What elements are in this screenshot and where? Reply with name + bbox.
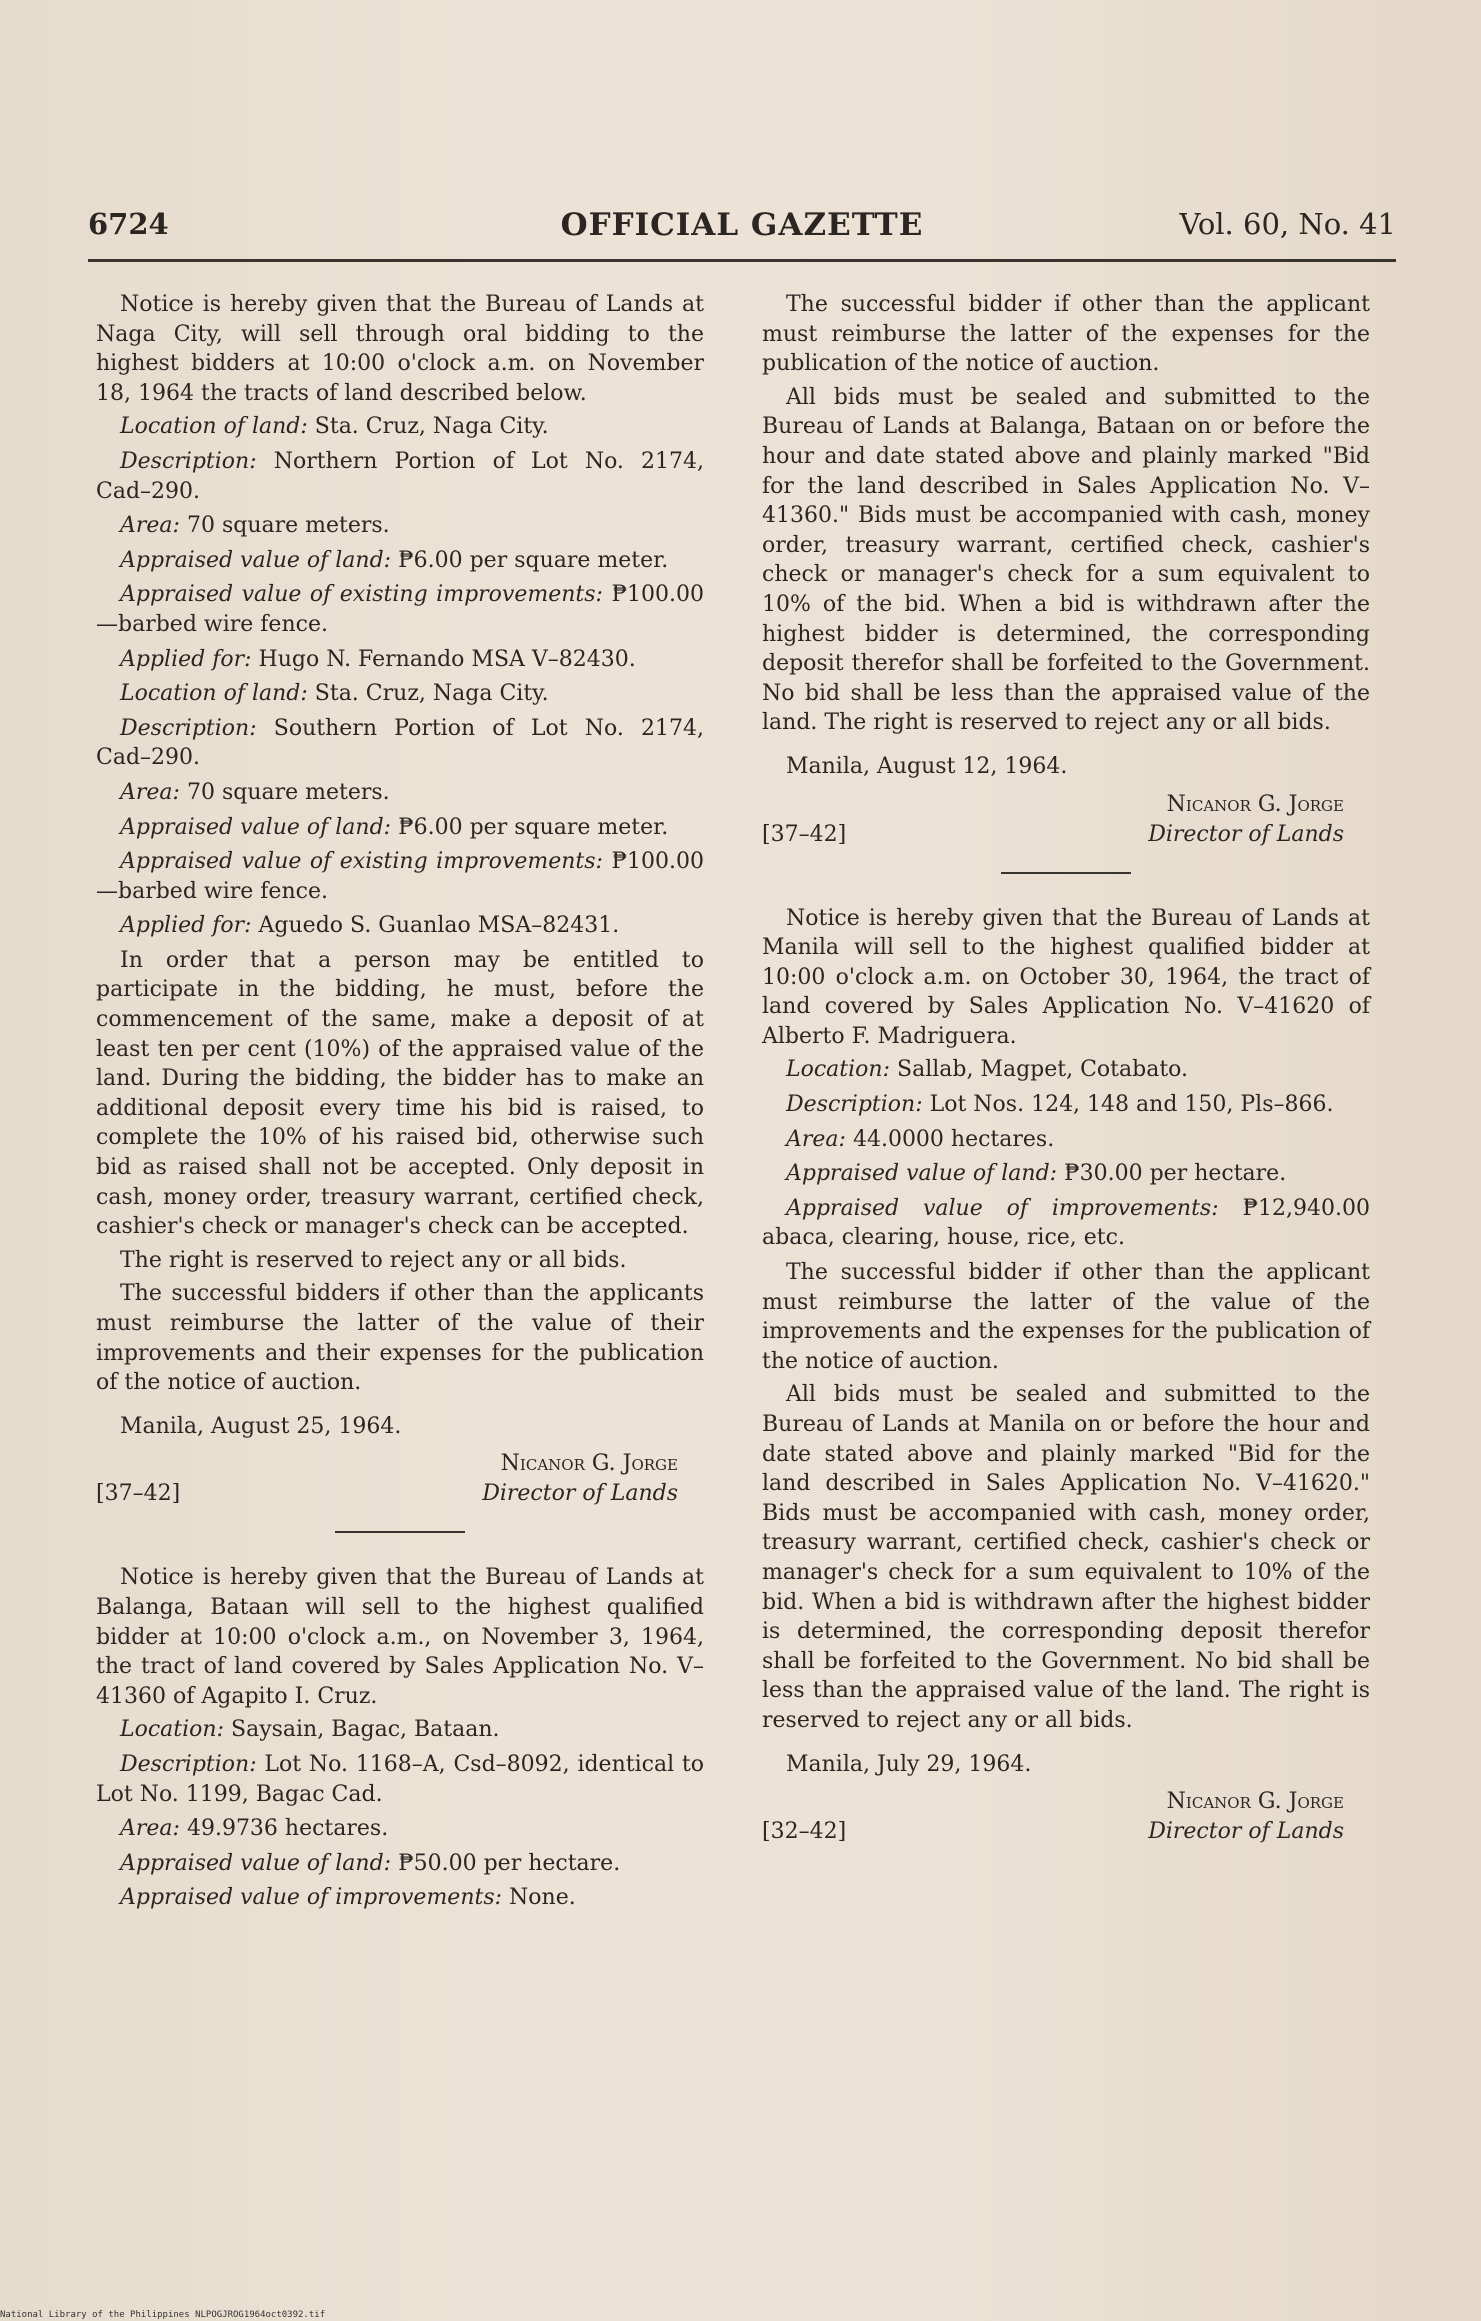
signer-name: Nicanor G. Jorge (500, 1451, 678, 1477)
deposit-paragraph: In order that a person may be entitled to participate in the bidding, he must, before the commencement of the same, make a deposit of at least ten per cent (10%) of the appraised value of the land. During the bidding, the bidder has to make an additional deposit every time his bid is raised, to complete the 10% of his raised bid, otherwise such bid as raised shall not be accepted. Only deposit in cash, money order, treasury warrant, certified check, cashier's check or manager's check can be accepted. (96, 947, 704, 1240)
signer-name: Nicanor G. Jorge (1166, 1789, 1344, 1815)
notice-divider (335, 1531, 465, 1533)
land-value: Appraised value of land: ₱6.00 per square meter. (120, 814, 669, 840)
land-location: Location of land: Sta. Cruz, Naga City. (120, 681, 549, 707)
reimburse-paragraph: The successful bidder if other than the applicant must reimburse the latter of the expenses for the publication of the notice of auction. (762, 292, 1370, 377)
improvements-value: Appraised value of improvements: None. (120, 1885, 576, 1911)
land-description: Description: Northern Portion of Lot No. 2174, Cad–290. (96, 448, 704, 504)
scan-footer: National Library of the Philippines NLPOGJROG1964oct0392.tif (0, 2310, 326, 2320)
land-description: Description: Lot No. 1168–A, Csd–8092, identical to Lot No. 1199, Bagac Cad. (96, 1751, 704, 1807)
notice-intro: Notice is hereby given that the Bureau of Lands at Naga City, will sell through oral bidding to the highest bidders at 10:00 o'clock a.m. on November 18, 1964 the tracts of land described below. (96, 292, 704, 406)
notice-date: Manila, August 25, 1964. (120, 1413, 402, 1439)
issue-reference: [37–42] (96, 1481, 181, 1507)
land-value: Appraised value of land: ₱50.00 per hectare. (120, 1850, 621, 1876)
bids-paragraph: All bids must be sealed and submitted to the Bureau of Lands at Manila on or before the hour and date stated above and plainly marked "Bid for the land described in Sales Application No. V–41620." Bids must be accompanied with cash, money order, treasury warrant, certified check, cashier's check or manager's check for a sum equivalent to 10% of the bid. When a bid is withdrawn after the highest bidder is determined, the corresponding deposit therefor shall be forfeited to the Government. No bid shall be less than the appraised value of the land. The right is reserved to reject any or all bids. (762, 1382, 1370, 1733)
reimburse-paragraph: The successful bidder if other than the applicant must reimburse the latter of the value of the improvements and the expenses for the publication of the notice of auction. (762, 1260, 1370, 1374)
left-column (96, 290, 704, 1918)
notice-intro: Notice is hereby given that the Bureau of Lands at Manila will sell to the highest qualified bidder at 10:00 o'clock a.m. on October 30, 1964, the tract of land covered by Sales Application No. V–41620 of Alberto F. Madriguera. (762, 905, 1370, 1049)
improvements-value: Appraised value of improvements: ₱12,940.00 abaca, clearing, house, rice, etc. (762, 1195, 1370, 1251)
volume-number: Vol. 60, No. 41 (1179, 207, 1396, 241)
land-description: Description: Southern Portion of Lot No. 2174, Cad–290. (96, 715, 705, 771)
applicant: Applied for: Hugo N. Fernando MSA V–82430. (120, 646, 636, 672)
signature-block (762, 790, 1370, 850)
signer-name: Nicanor G. Jorge (1166, 791, 1344, 817)
land-area: Area: 49.9736 hectares. (120, 1816, 389, 1842)
page-header (88, 207, 1396, 251)
applicant: Applied for: Aguedo S. Guanlao MSA–82431. (120, 913, 620, 939)
signer-title: Director of Lands (1148, 821, 1344, 847)
improvements-value: Appraised value of existing improvements: ₱100.00—barbed wire fence. (96, 582, 704, 637)
signer-title: Director of Lands (1148, 1819, 1344, 1845)
gazette-title: OFFICIAL GAZETTE (560, 207, 924, 243)
issue-reference: [32–42] (762, 1819, 847, 1845)
signature-block (762, 1787, 1370, 1847)
notice-date: Manila, August 12, 1964. (786, 753, 1068, 779)
header-rule (88, 259, 1396, 262)
land-description: Description: Lot Nos. 124, 148 and 150, Pls–866. (786, 1092, 1334, 1118)
land-location: Location: Sallab, Magpet, Cotabato. (786, 1057, 1189, 1083)
right-column (762, 290, 1370, 1861)
land-value: Appraised value of land: ₱6.00 per square meter. (120, 547, 669, 573)
land-area: Area: 70 square meters. (120, 779, 390, 805)
land-value: Appraised value of land: ₱30.00 per hectare. (786, 1161, 1287, 1187)
signer-title: Director of Lands (482, 1481, 678, 1507)
land-area: Area: 70 square meters. (120, 513, 390, 539)
notice-intro: Notice is hereby given that the Bureau of Lands at Balanga, Bataan will sell to the highest qualified bidder at 10:00 o'clock a.m., on November 3, 1964, the tract of land covered by Sales Application No. V–41360 of Agapito I. Cruz. (96, 1565, 704, 1709)
page-number: 6724 (88, 207, 169, 241)
bids-paragraph: All bids must be sealed and submitted to the Bureau of Lands at Balanga, Bataan on or before the hour and date stated above and plainly marked "Bid for the land described in Sales Application No. V–41360." Bids must be accompanied with cash, money order, treasury warrant, certified check, cashier's check or manager's check for a sum equivalent to 10% of the bid. When a bid is withdrawn after the highest bidder is determined, the corresponding deposit therefor shall be forfeited to the Government. No bid shall be less than the appraised value of the land. The right is reserved to reject any or all bids. (762, 384, 1370, 736)
land-location: Location: Saysain, Bagac, Bataan. (120, 1717, 500, 1743)
notice-divider (1001, 872, 1131, 874)
signature-block (96, 1449, 704, 1509)
land-location: Location of land: Sta. Cruz, Naga City. (120, 414, 549, 440)
reimburse-paragraph: The successful bidders if other than the applicants must reimburse the latter of the value of their improvements and their expenses for the publication of the notice of auction. (96, 1281, 704, 1396)
right-reserved: The right is reserved to reject any or all bids. (120, 1247, 627, 1273)
land-area: Area: 44.0000 hectares. (786, 1126, 1055, 1152)
issue-reference: [37–42] (762, 821, 847, 847)
notice-date: Manila, July 29, 1964. (786, 1751, 1032, 1777)
improvements-value: Appraised value of existing improvements: ₱100.00—barbed wire fence. (96, 849, 704, 904)
